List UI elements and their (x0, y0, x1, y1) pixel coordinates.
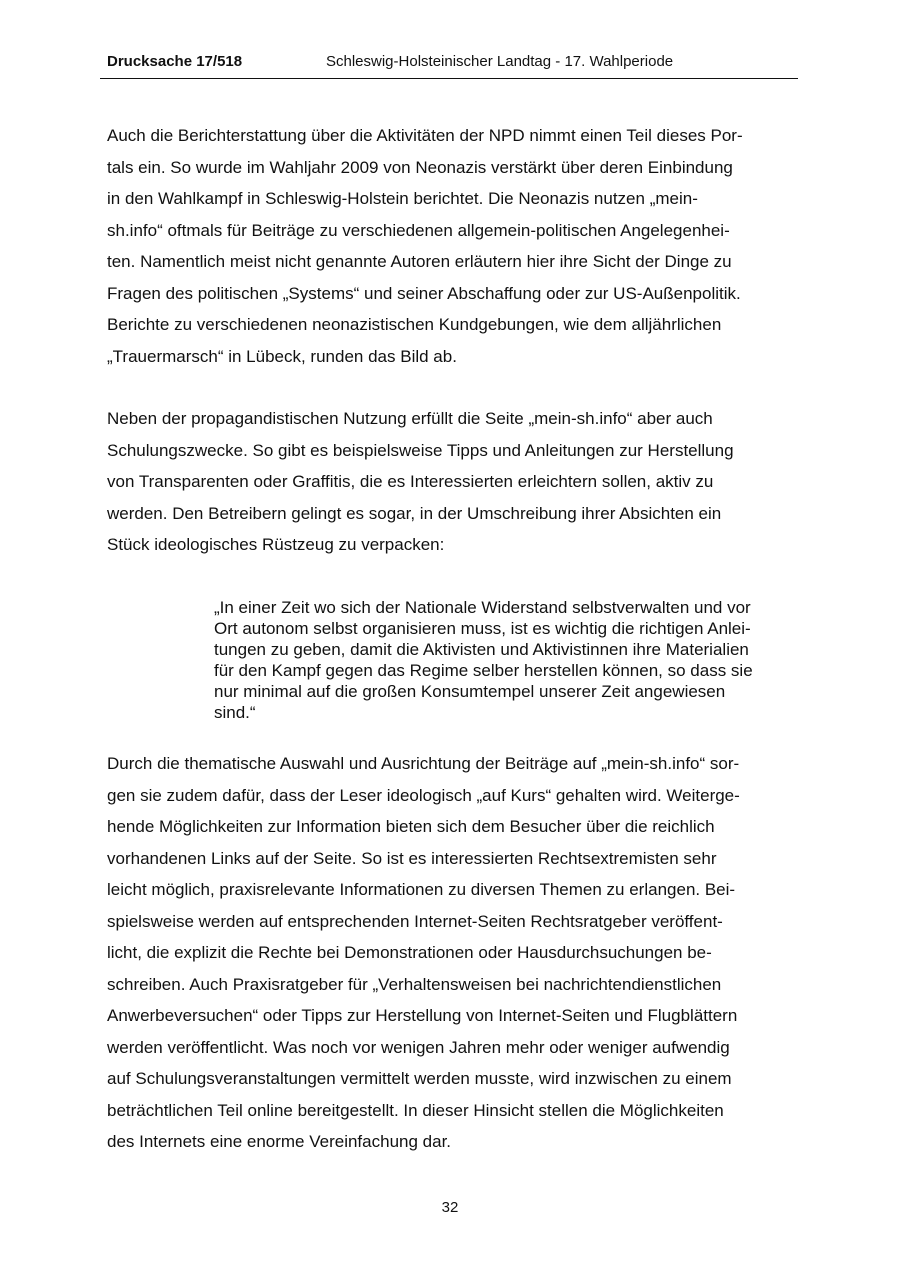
text-line: auf Schulungsveranstaltungen vermittelt werden musste, wird inzwischen zu einem (107, 1069, 732, 1088)
page-header (100, 52, 798, 79)
text-line: beträchtlichen Teil online bereitgestellt. In dieser Hinsicht stellen die Möglichkeiten (107, 1100, 724, 1120)
paragraph-npd-reporting (107, 120, 791, 372)
text-line: Schulungszwecke. So gibt es beispielsweise Tipps und Anleitungen zur Herstellung (107, 440, 734, 460)
text-line: spielsweise werden auf entsprechenden Internet-Seiten Rechtsratgeber veröffent- (107, 911, 723, 931)
text-line: sh.info“ oftmals für Beiträge zu verschiedenen allgemein-politischen Angelegenhei- (107, 220, 730, 240)
parliament-title: Schleswig-Holsteinischer Landtag - 17. Wahlperiode (326, 53, 674, 70)
text-line: gen sie zudem dafür, dass der Leser ideologisch „auf Kurs“ gehalten wird. Weiterge- (107, 785, 740, 805)
text-line: vorhandenen Links auf der Seite. So ist es interessierten Rechtsextremisten sehr (107, 848, 717, 868)
text-line: ten. Namentlich meist nicht genannte Autoren erläutern hier ihre Sicht der Dinge zu (107, 252, 732, 271)
text-line: schreiben. Auch Praxisratgeber für „Verhaltensweisen bei nachrichtendienstlichen (107, 974, 722, 994)
text-line: licht, die explizit die Rechte bei Demonstrationen oder Hausdurchsuchungen be- (107, 943, 712, 962)
text-line: Stück ideologisches Rüstzeug zu verpacken: (107, 535, 445, 554)
text-line: Berichte zu verschiedenen neonazistischen Kundgebungen, wie dem alljährlichen (107, 315, 722, 334)
paragraph-training-purposes (107, 403, 791, 561)
text-line: Fragen des politischen „Systems“ und seiner Abschaffung oder zur US-Außenpolitik. (107, 283, 741, 303)
paragraph-thematic-selection (107, 748, 791, 1158)
document-number: Drucksache 17/518 (107, 53, 243, 70)
quote-line: für den Kampf gegen das Regime selber herstellen können, so dass sie (214, 661, 753, 680)
block-quote (214, 597, 804, 723)
text-line: tals ein. So wurde im Wahljahr 2009 von Neonazis verstärkt über deren Einbindung (107, 157, 733, 177)
text-line: werden. Den Betreibern gelingt es sogar, in der Umschreibung ihrer Absichten ein (107, 503, 722, 523)
text-line: hende Möglichkeiten zur Information bieten sich dem Besucher über die reichlich (107, 817, 715, 836)
text-line: Durch die thematische Auswahl und Ausrichtung der Beiträge auf „mein-sh.info“ sor- (107, 754, 740, 773)
text-line: Anwerbeversuchen“ oder Tipps zur Herstellung von Internet-Seiten und Flugblättern (107, 1006, 738, 1025)
text-line: Auch die Berichterstattung über die Aktivitäten der NPD nimmt einen Teil dieses Por- (107, 126, 743, 145)
text-line: leicht möglich, praxisrelevante Informationen zu diversen Themen zu erlangen. Bei- (107, 880, 736, 899)
text-line: „Trauermarsch“ in Lübeck, runden das Bild ab. (107, 346, 457, 366)
text-line: von Transparenten oder Graffitis, die es Interessierten erleichtern sollen, aktiv zu (107, 472, 714, 491)
page-number: 32 (441, 1199, 459, 1216)
text-line: des Internets eine enorme Vereinfachung dar. (107, 1132, 452, 1151)
quote-line: tungen zu geben, damit die Aktivisten und Aktivistinnen ihre Materialien (214, 640, 749, 659)
text-line: Neben der propagandistischen Nutzung erfüllt die Seite „mein-sh.info“ aber auch (107, 409, 713, 428)
quote-line: nur minimal auf die großen Konsumtempel unserer Zeit angewiesen (214, 682, 726, 701)
quote-line: sind.“ (214, 703, 256, 722)
quote-line: Ort autonom selbst organisieren muss, ist es wichtig die richtigen Anlei- (214, 619, 751, 638)
quote-line: „In einer Zeit wo sich der Nationale Widerstand selbstverwalten und vor (214, 598, 751, 617)
text-line: werden veröffentlicht. Was noch vor wenigen Jahren mehr oder weniger aufwendig (107, 1037, 730, 1057)
text-line: in den Wahlkampf in Schleswig-Holstein berichtet. Die Neonazis nutzen „mein- (107, 189, 698, 208)
